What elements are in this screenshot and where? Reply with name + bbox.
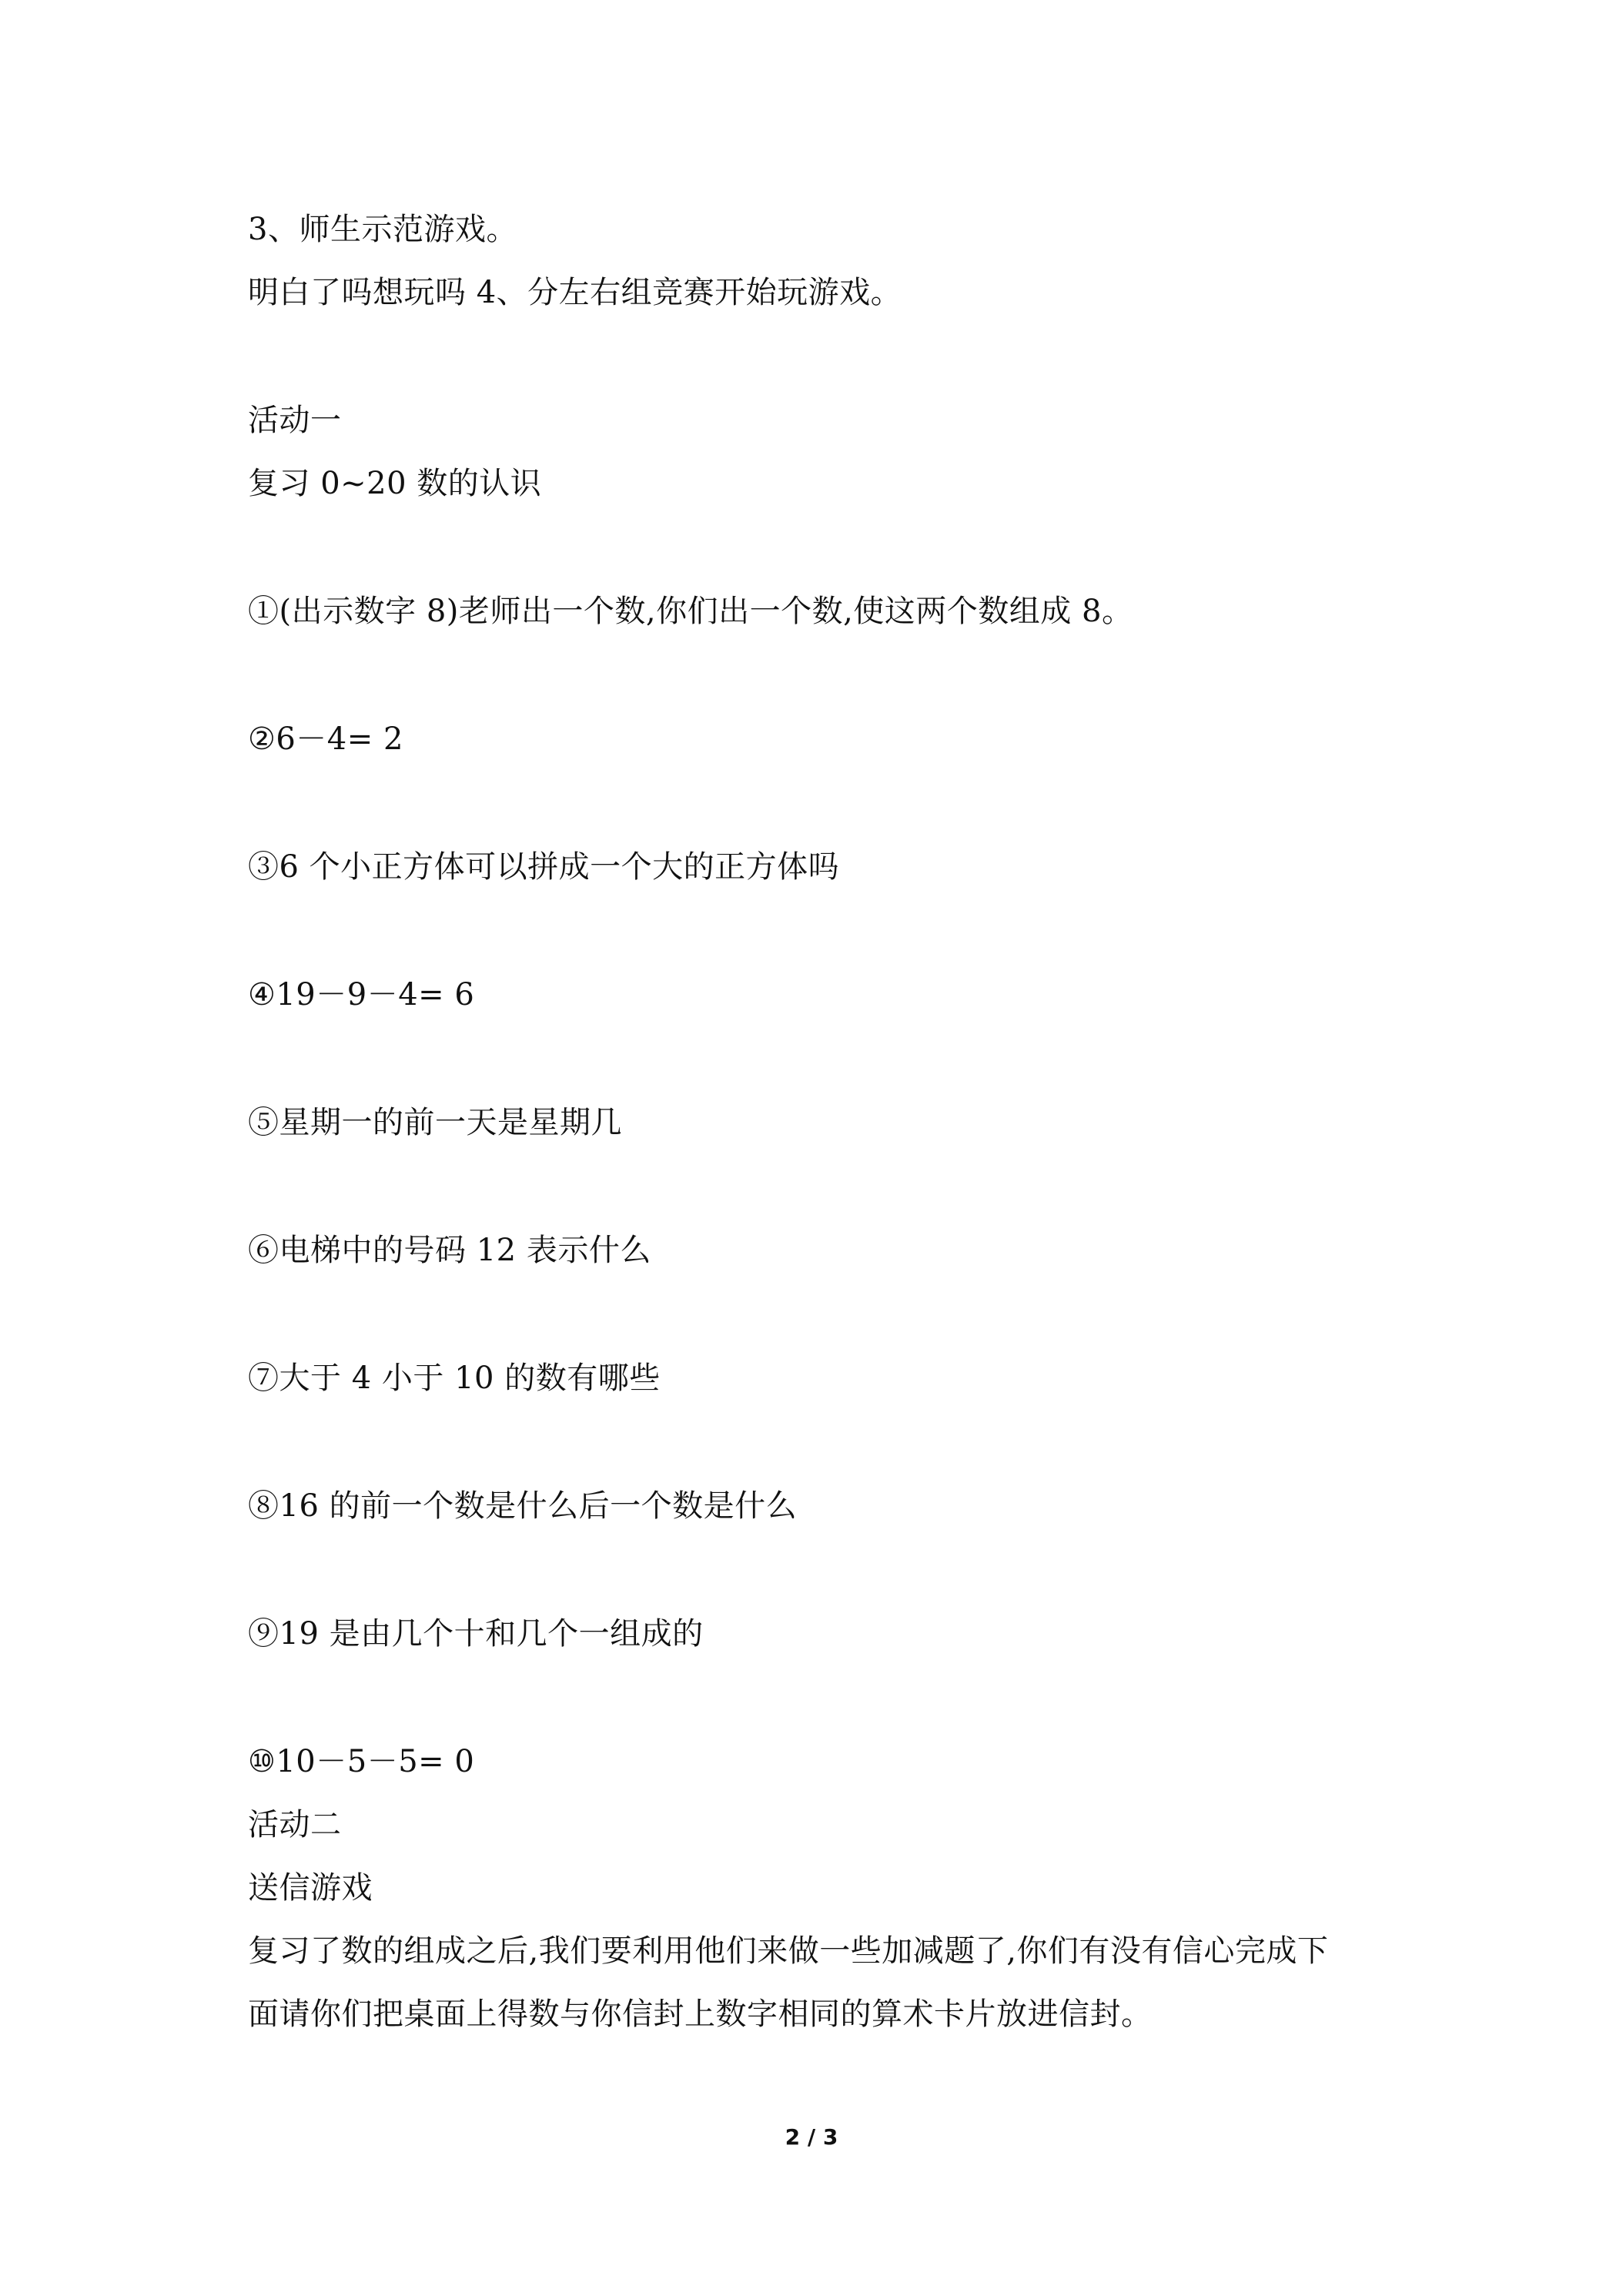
paragraph-line-2: 面请你们把桌面上得数与你信封上数字相同的算术卡片放进信封。 xyxy=(248,1996,1153,2032)
section-heading-activity-2: 活动二 xyxy=(248,1807,342,1842)
question-8: ⑧16 的前一个数是什么后一个数是什么 xyxy=(248,1488,798,1524)
paragraph-line-1: 复习了数的组成之后,我们要利用他们来做一些加减题了,你们有没有信心完成下 xyxy=(248,1933,1329,1969)
question-4: ④19－9－4= 6 xyxy=(248,977,475,1012)
section-subtitle-letter-game: 送信游戏 xyxy=(248,1870,373,1906)
question-1: ①(出示数字 8)老师出一个数,你们出一个数,使这两个数组成 8。 xyxy=(248,594,1133,629)
question-2: ②6－4= 2 xyxy=(248,721,403,757)
section-heading-activity-1: 活动一 xyxy=(248,403,342,438)
section-subtitle-review: 复习 0~20 数的认识 xyxy=(248,466,542,501)
question-3: ③6 个小正方体可以拼成一个大的正方体吗 xyxy=(248,849,840,885)
page-number: 2 / 3 xyxy=(785,2124,838,2150)
question-10: ⑩10－5－5= 0 xyxy=(248,1744,475,1779)
question-6: ⑥电梯中的号码 12 表示什么 xyxy=(248,1233,651,1268)
text-line-step-3: 3、师生示范游戏。 xyxy=(248,212,517,247)
question-9: ⑨19 是由几个十和几个一组成的 xyxy=(248,1616,704,1652)
question-5: ⑤星期一的前一天是星期几 xyxy=(248,1105,622,1140)
text-line-step-4: 明白了吗想玩吗 4、分左右组竞赛开始玩游戏。 xyxy=(248,275,902,310)
question-7: ⑦大于 4 小于 10 的数有哪些 xyxy=(248,1361,661,1396)
